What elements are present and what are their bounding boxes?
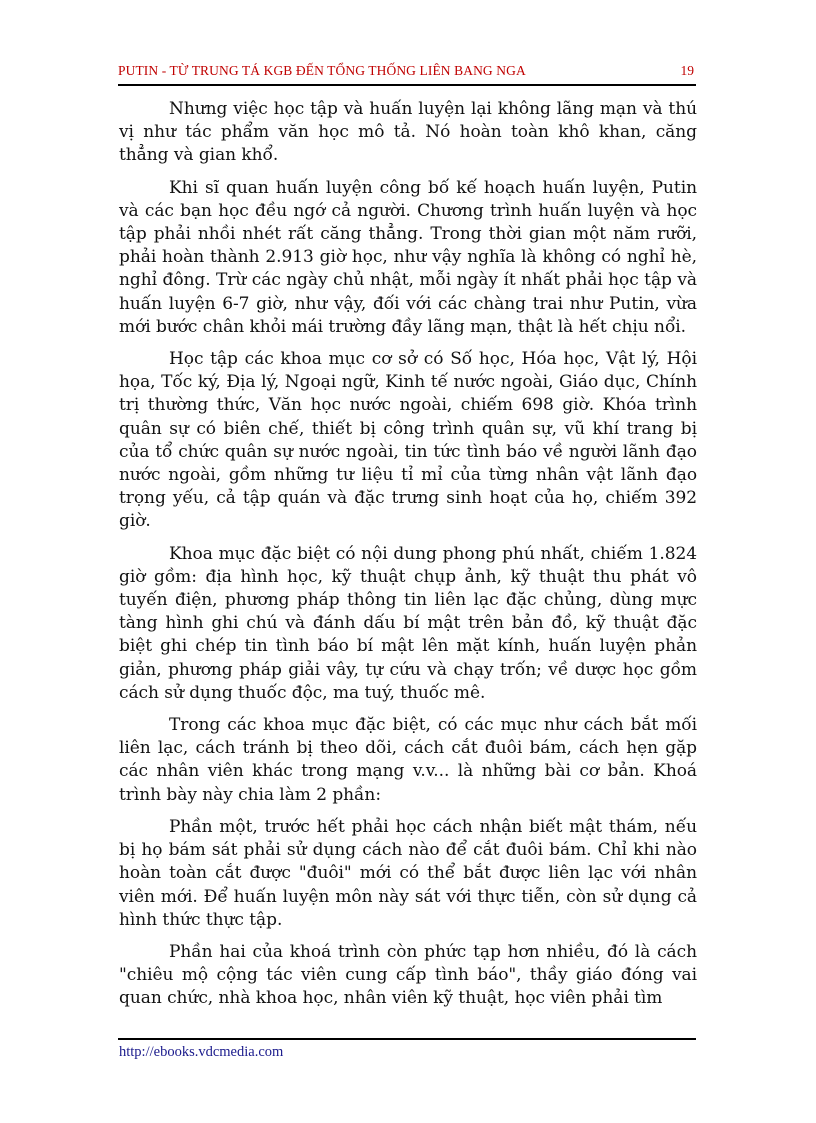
paragraph: Phần một, trước hết phải học cách nhận biết mật thám, nếu bị họ bám sát phải sử dụng cách nào để cắt đuôi bám. Chỉ khi nào hoàn toàn cắt được "đuôi" mới có thể bắt được liên lạc với nhân viên mới. Để huấn luyện môn này sát với thực tiễn, còn sử dụng cả hình thức thực tập. bbox=[119, 816, 697, 930]
paragraph: Học tập các khoa mục cơ sở có Số học, Hóa học, Vật lý, Hội họa, Tốc ký, Địa lý, Ngoại ngữ, Kinh tế nước ngoài, Giáo dục, Chính trị thường thức, Văn học nước ngoài, chiếm 698 giờ. Khóa trình quân sự có biên chế, thiết bị công trình quân sự, vũ khí trang bị của tổ chức quân sự nước ngoài, tin tức tình báo về người lãnh đạo nước ngoài, gồm những tư liệu tỉ mỉ của từng nhân vật lãnh đạo trọng yếu, cả tập quán và đặc trưng sinh hoạt của họ, chiếm 392 giờ. bbox=[119, 349, 697, 532]
page-number: 19 bbox=[680, 63, 694, 78]
paragraph: Phần hai của khoá trình còn phức tạp hơn nhiều, đó là cách "chiêu mộ cộng tác viên cung cấp tình báo", thầy giáo đóng vai quan chức, nhà khoa học, nhân viên kỹ thuật, học viên phải tìm bbox=[119, 941, 697, 1009]
running-header bbox=[118, 63, 696, 83]
header-divider bbox=[118, 84, 696, 86]
footer-link[interactable]: http://ebooks.vdcmedia.com bbox=[119, 1044, 284, 1060]
paragraph: Nhưng việc học tập và huấn luyện lại không lãng mạn và thú vị như tác phẩm văn học mô tả. Nó hoàn toàn khô khan, căng thẳng và gian khổ. bbox=[119, 99, 697, 166]
book-title: PUTIN - TỪ TRUNG TÁ KGB ĐẾN TỔNG THỐNG LIÊN BANG NGA bbox=[118, 63, 526, 78]
footer-divider bbox=[118, 1038, 696, 1040]
paragraph: Trong các khoa mục đặc biệt, có các mục như cách bắt mối liên lạc, cách tránh bị theo dõi, cách cắt đuôi bám, cách hẹn gặp các nhân viên khác trong mạng v.v... là những bài cơ bản. Khoá trình bày này chia làm 2 phần: bbox=[119, 715, 697, 805]
page-body bbox=[119, 98, 697, 1020]
paragraph: Khi sĩ quan huấn luyện công bố kế hoạch huấn luyện, Putin và các bạn học đều ngớ cả người. Chương trình huấn luyện và học tập phải nhồi nhét rất căng thẳng. Trong thời gian một năm rưỡi, phải hoàn thành 2.913 giờ học, như vậy nghĩa là không có nghỉ hè, nghỉ đông. Trừ các ngày chủ nhật, mỗi ngày ít nhất phải học tập và huấn luyện 6-7 giờ, như vậy, đối với các chàng trai như Putin, vừa mới bước chân khỏi mái trường đầy lãng mạn, thật là hết chịu nổi. bbox=[119, 177, 697, 337]
paragraph: Khoa mục đặc biệt có nội dung phong phú nhất, chiếm 1.824 giờ gồm: địa hình học, kỹ thuật chụp ảnh, kỹ thuật thu phát vô tuyến điện, phương pháp thông tin liên lạc đặc chủng, dùng mực tàng hình ghi chú và đánh dấu bí mật trên bản đồ, kỹ thuật đặc biệt ghi chép tin tình báo bí mật lên mặt kính, huấn luyện phản giản, phương pháp giải vây, tự cứu và chạy trốn; về dược học gồm cách sử dụng thuốc độc, ma tuý, thuốc mê. bbox=[119, 543, 697, 703]
